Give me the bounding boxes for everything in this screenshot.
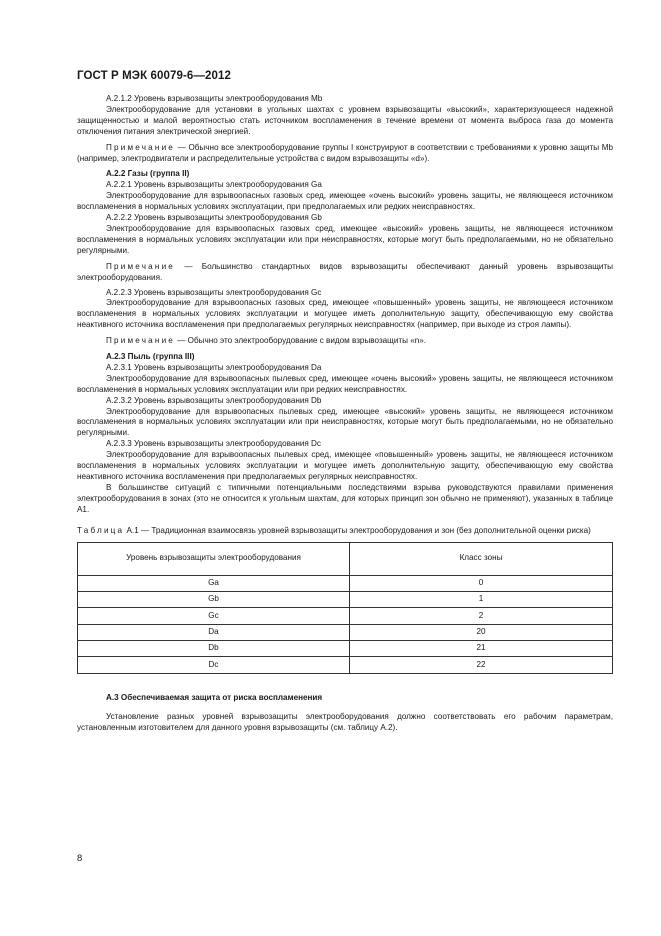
table-caption-text: А.1 — Традиционная взаимосвязь уровней взрывозащиты электрооборудования и зон (без дополнительной оценки риска) (124, 525, 591, 535)
table-cell: Gb (78, 591, 350, 607)
paragraph-summary: В большинстве ситуаций с типичными потенциальными последствиями взрыва руководствуются правилами применения электрооборудования в зонах (это не относится к угольным шахтам, для которых принцип зон обычно не применяют), указанных в таблице А1. (77, 482, 613, 514)
table-cell: Ga (78, 575, 350, 591)
section-title-a3: А.3 Обеспечиваемая защита от риска воспламенения (106, 692, 323, 702)
note-a222 (77, 262, 613, 284)
table-cell: Da (78, 624, 350, 640)
table-cell: 21 (350, 641, 613, 657)
note-a212 (77, 143, 613, 165)
paragraph-a231: Электрооборудование для взрывоопасных пылевых сред, имеющее «очень высокий» уровень защиты, не являющееся источником воспламенения в нормальных условиях эксплуатации или при редких неисправностях. (77, 373, 613, 394)
table-row (78, 624, 613, 640)
paragraph-a221: Электрооборудование для взрывоопасных газовых сред, имеющее «очень высокий» уровень защиты, не являющееся источником воспламенения в нормальных условиях эксплуатации, при предполагаемых или редких неисправностях. (77, 191, 613, 212)
table-caption-label: Таблица (77, 525, 125, 535)
paragraph-a3: Установление разных уровней взрывозащиты электрооборудования должно соответствовать его рабочим параметрам, установленным изготовителем для данного уровня взрывозащиты (см. таблицу А.2). (77, 711, 613, 732)
table-row (78, 608, 613, 624)
table-cell: 0 (350, 575, 613, 591)
paragraph-a223: Электрооборудование для взрывоопасных газовых сред, имеющее «повышенный» уровень защиты, не являющееся источником воспламенения в нормальных условиях эксплуатации и могущее иметь дополнительную защиту, обеспечивающую ему свойства неактивного источника воспламенения при предполагаемых регулярных неисправностях (например, при выходе из строя лампы). (77, 298, 613, 330)
paragraph-a212: Электрооборудование для установки в угольных шахтах с уровнем взрывозащиты «высокий», характеризующееся надежной защищенностью и малой вероятностью стать источником воспламенения в течение времени от момента выброса газа до момента отключения питания электрической энергией. (77, 104, 613, 136)
paragraph-a232: Электрооборудование для взрывоопасных пылевых сред, имеющее «высокий» уровень защиты, не являющееся источником воспламенения в нормальных условиях эксплуатации или при неисправностях, которые могут быть предполагаемыми, но не обязательно регулярными. (77, 406, 613, 438)
subsection-title-a223: А.2.2.3 Уровень взрывозащиты электрооборудования Gc (106, 287, 322, 297)
table-row (78, 575, 613, 591)
table-row (78, 657, 613, 673)
table-caption (77, 526, 613, 537)
table-row (78, 641, 613, 657)
section-title-a22: А.2.2 Газы (группа II) (106, 169, 190, 179)
note-label: Примечание (106, 261, 176, 271)
paragraph-a222: Электрооборудование для взрывоопасных газовых сред, имеющее «высокий» уровень защиты, не являющееся источником воспламенения в нормальных условиях эксплуатации или при неисправностях, которые могут быть предполагаемыми, но не обязательно регулярными. (77, 223, 613, 255)
note-a223 (77, 336, 613, 347)
subsection-title-a221: А.2.2.1 Уровень взрывозащиты электрооборудования Ga (106, 180, 322, 190)
document-body (77, 94, 613, 734)
table-header-cell: Уровень взрывозащиты электрооборудования (78, 542, 350, 575)
subsection-title-a231: А.2.3.1 Уровень взрывозащиты электрооборудования Da (106, 362, 322, 372)
note-label: Примечание (106, 142, 176, 152)
subsection-title-a222: А.2.2.2 Уровень взрывозащиты электрооборудования Gb (106, 213, 322, 223)
zone-table (77, 542, 613, 674)
table-cell: Gc (78, 608, 350, 624)
note-text: — Большинство стандартных видов взрывозащиты обеспечивают данный уровень взрывозащиты электрооборудования. (77, 261, 613, 282)
table-cell: 2 (350, 608, 613, 624)
table-cell: 20 (350, 624, 613, 640)
table-cell: Db (78, 641, 350, 657)
section-title-a23: А.2.3 Пыль (группа III) (106, 352, 195, 362)
table-header-cell: Класс зоны (350, 542, 613, 575)
table-cell: 22 (350, 657, 613, 673)
table-header-row (78, 542, 613, 575)
subsection-title-a212: А.2.1.2 Уровень взрывозащиты электрооборудования Mb (106, 94, 323, 103)
note-label: Примечание (106, 336, 176, 346)
subsection-title-a232: А.2.3.2 Уровень взрывозащиты электрооборудования Db (106, 395, 322, 405)
table-cell: 1 (350, 591, 613, 607)
paragraph-a233: Электрооборудование для взрывоопасных пылевых сред, имеющее «повышенный» уровень защиты, не являющееся источником воспламенения в нормальных условиях эксплуатации и могущее иметь дополнительную защиту, обеспечивающую ему свойства неактивного источника воспламенения при предполагаемых регулярных неисправностях. (77, 450, 613, 481)
page-number: 8 (77, 853, 83, 864)
standard-header: ГОСТ Р МЭК 60079-6—2012 (77, 70, 231, 82)
note-text: — Обычно это электрооборудование с видом взрывозащиты «n». (175, 336, 427, 346)
table-row (78, 591, 613, 607)
subsection-title-a233: А.2.3.3 Уровень взрывозащиты электрооборудования Dc (106, 439, 321, 449)
note-text: — Обычно все электрооборудование группы I конструируют в соответствии с требованиями к уровню защиты Mb (например, электродвигатели и распределительные устройства с видом взрывозащиты «d»). (77, 142, 613, 163)
table-cell: Dc (78, 657, 350, 673)
